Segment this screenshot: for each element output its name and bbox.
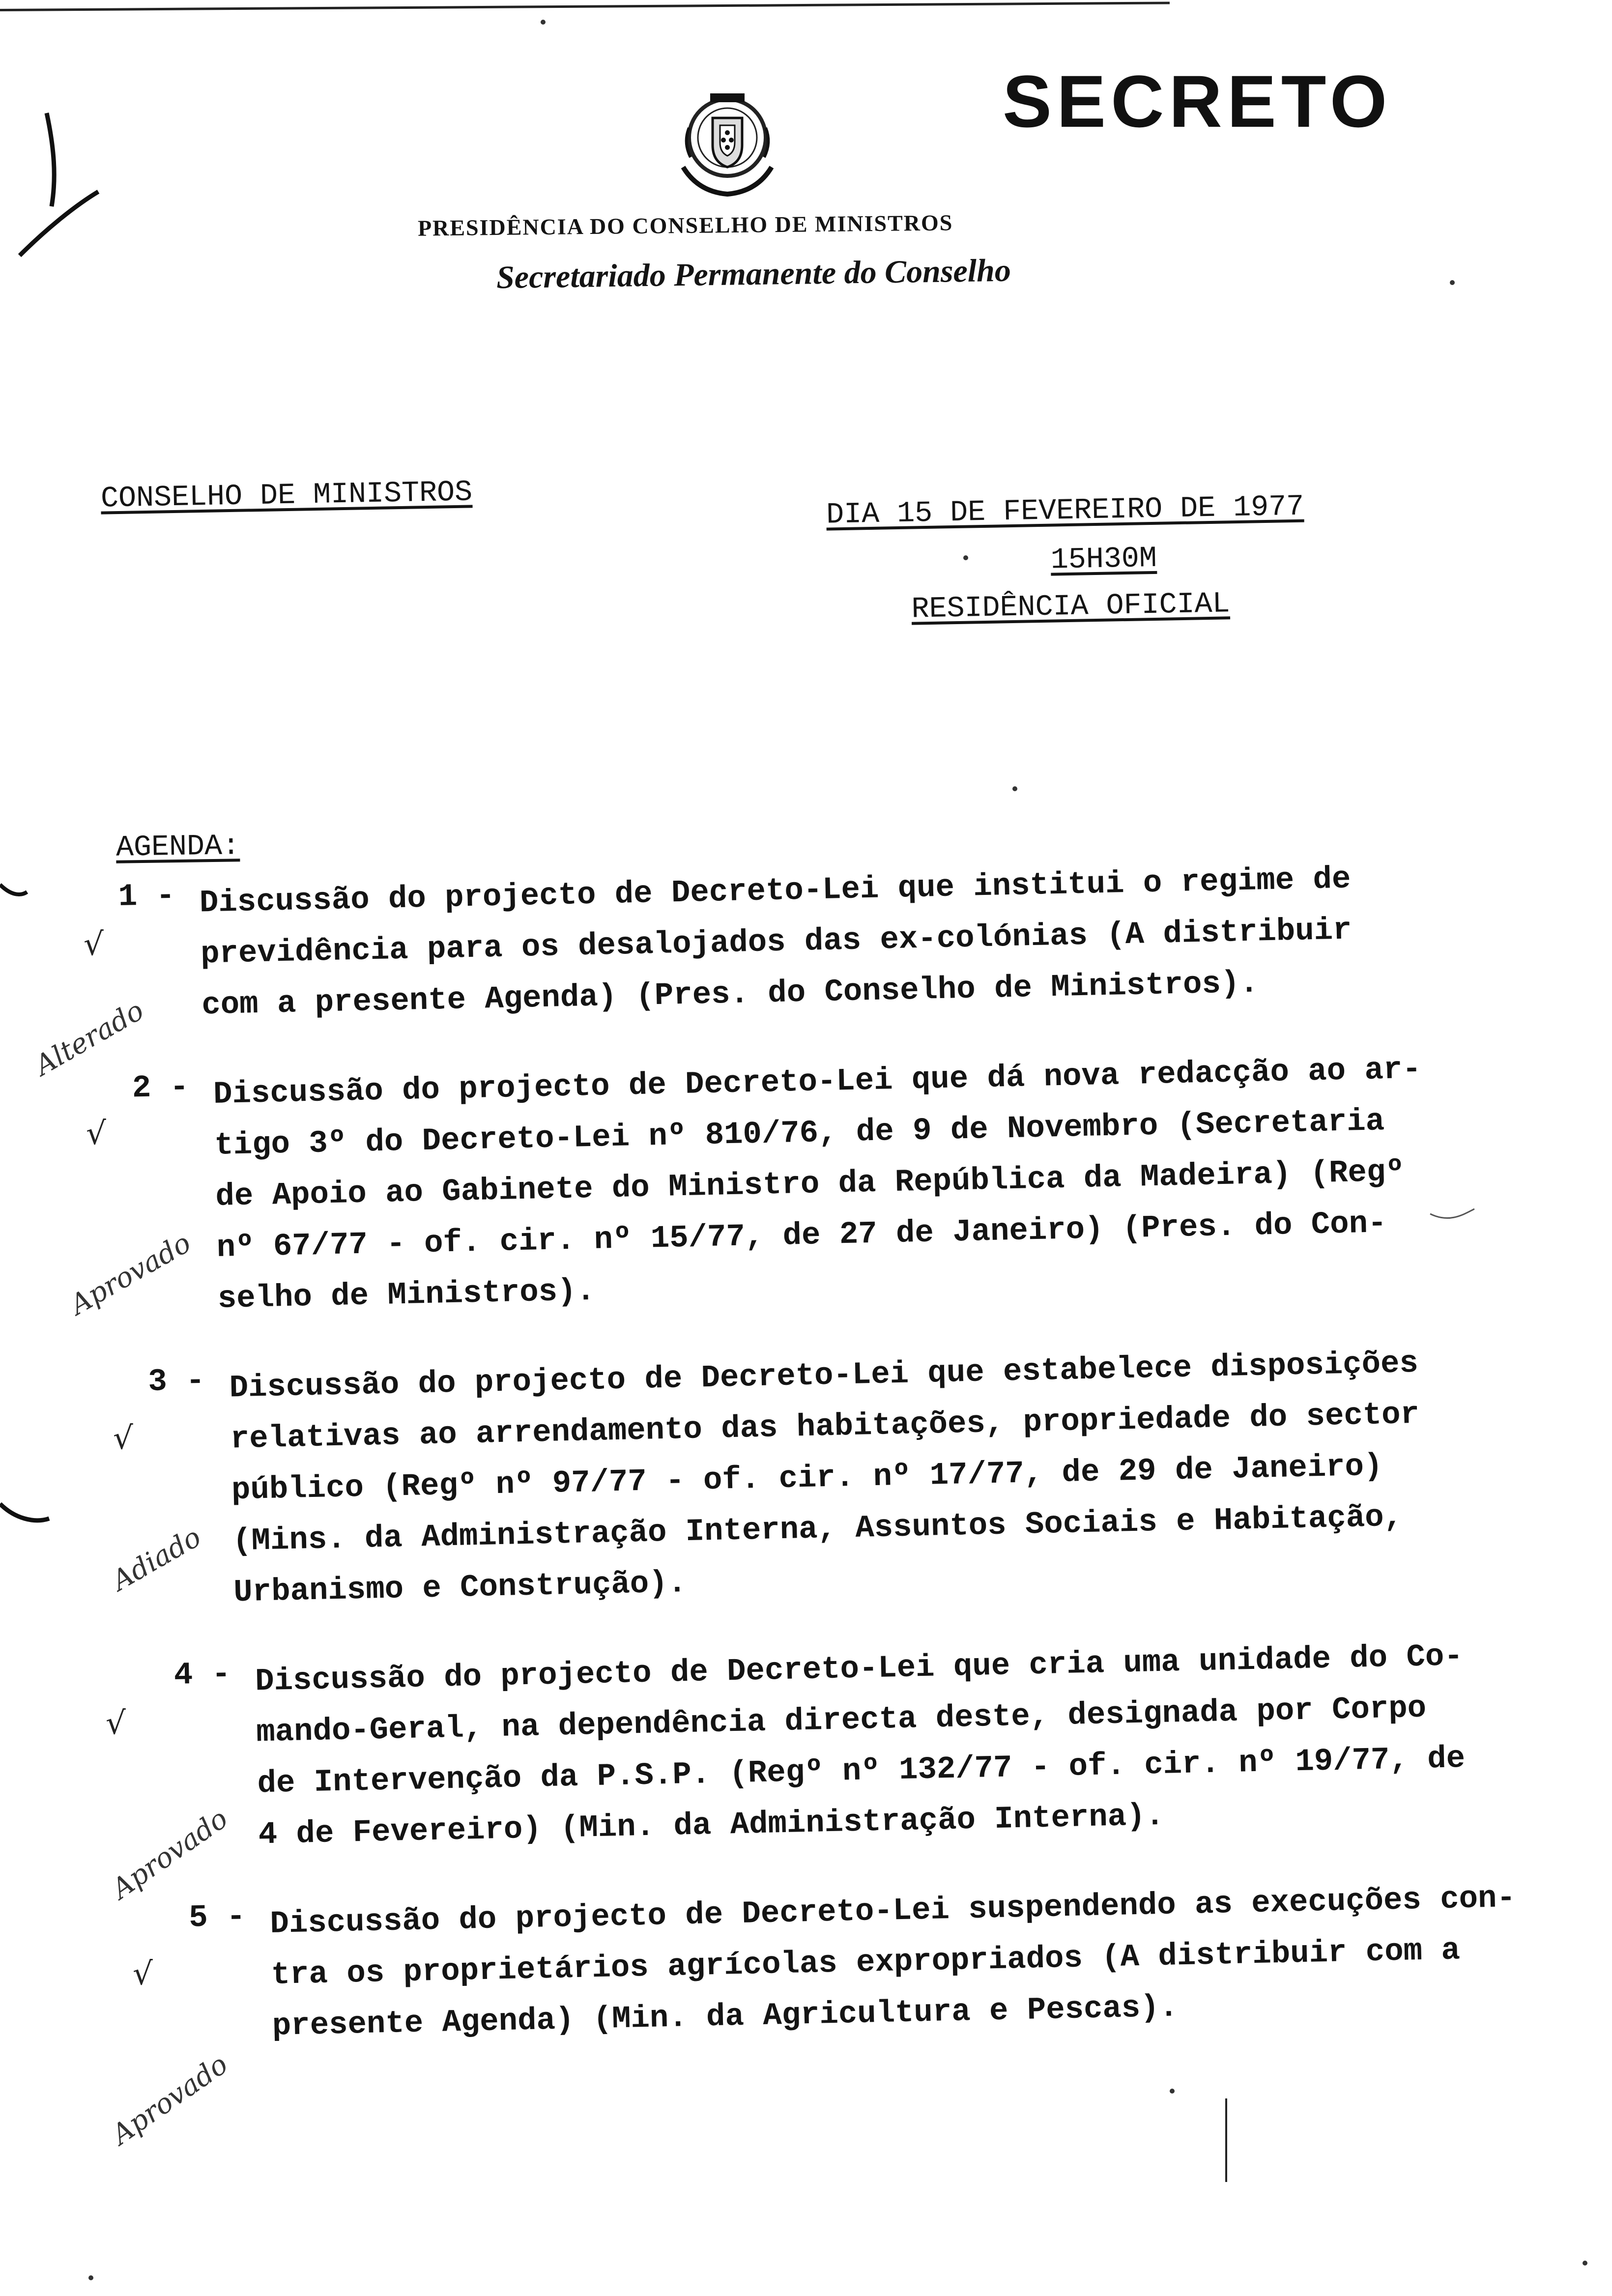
- organization-name: PRESIDÊNCIA DO CONSELHO DE MINISTROS: [417, 210, 953, 241]
- margin-note: Alterado: [29, 994, 149, 1082]
- agenda-item: [189, 1872, 1568, 2054]
- check-mark-icon: √: [113, 1420, 133, 1457]
- check-mark-icon: √: [133, 1956, 153, 1992]
- paper-speck: [88, 2275, 93, 2280]
- meeting-date: DIA 15 DE FEVEREIRO DE 1977: [826, 490, 1304, 532]
- check-mark-icon: √: [84, 926, 104, 963]
- agenda-item-text: Discussão do projecto de Decreto-Lei que estabelece disposições relativas ao arrendamento das habitações, propriedade do sector público (Regº nº 97/77 - of. cir. nº 17/77, de 29 de Janeiro) (Mins. da Administração Interna, Assuntos Sociais e Habitação, Urbanismo e Construção).: [229, 1346, 1420, 1611]
- meeting-time: 15H30M: [1050, 542, 1157, 577]
- meeting-location: RESIDÊNCIA OFICIAL: [911, 587, 1231, 627]
- agenda-item: [132, 1041, 1552, 1326]
- meeting-title: CONSELHO DE MINISTROS: [100, 476, 473, 516]
- agenda-item-text: Discussão do projecto de Decreto-Lei que dá nova redacção ao ar- tigo 3º do Decreto-Lei nº 810/76, de 9 de Novembro (Secretaria de Apoio ao Gabinete do Ministro da República da Madeira) (Regº nº 67/77 - of. cir. nº 15/77, de 27 de Janeiro) (Pres. do Con- selho de Ministros).: [213, 1052, 1422, 1317]
- agenda-heading: AGENDA:: [115, 830, 240, 865]
- agenda-list: [118, 850, 1568, 2093]
- paper-speck: [1012, 786, 1017, 791]
- agenda-item-text: Discussão do projecto de Decreto-Lei que institui o regime de previdência para os desalojados das ex-colónias (A distribuir com a presente Agenda) (Pres. do Conselho de Ministros).: [199, 861, 1353, 1024]
- agenda-item-number: 1 -: [118, 878, 175, 915]
- agenda-item-number: 2 -: [132, 1070, 189, 1107]
- classification-stamp: SECRETO: [1003, 60, 1392, 143]
- paper-speck: [1170, 2089, 1175, 2094]
- paper-speck: [1583, 2261, 1587, 2266]
- paper-speck: [1450, 280, 1455, 285]
- agenda-item-text: Discussão do projecto de Decreto-Lei suspendendo as execuções con- tra os proprietários agrícolas expropriados (A distribuir com a presente Agenda) (Min. da Agricultura e Pescas).: [269, 1880, 1516, 2044]
- paper-speck: [963, 555, 968, 560]
- paper-speck: [541, 20, 546, 25]
- agenda-item-number: 5 -: [188, 1899, 246, 1936]
- agenda-item-number: 4 -: [173, 1657, 231, 1693]
- department-name: Secretariado Permanente do Conselho: [496, 252, 1011, 296]
- agenda-item: [148, 1335, 1558, 1620]
- agenda-item: [173, 1629, 1563, 1863]
- check-mark-icon: √: [106, 1705, 126, 1742]
- check-mark-icon: √: [86, 1116, 106, 1152]
- margin-note: Aprovado: [64, 1227, 197, 1321]
- margin-note: Adiado: [106, 1521, 207, 1597]
- agenda-item-number: 3 -: [147, 1363, 205, 1400]
- margin-note: Aprovado: [106, 1803, 234, 1905]
- margin-note: Aprovado: [106, 2048, 234, 2151]
- agenda-item-text: Discussão do projecto de Decreto-Lei que cria uma unidade do Co- mando-Geral, na dependência directa deste, designada por Corpo de Intervenção da P.S.P. (Regº nº 132/77 - of. cir. nº 19/77, de 4 de Fevereiro) (Min. da Administração Interna).: [255, 1639, 1466, 1853]
- agenda-item: [118, 850, 1546, 1033]
- coat-of-arms-emblem: [663, 84, 791, 201]
